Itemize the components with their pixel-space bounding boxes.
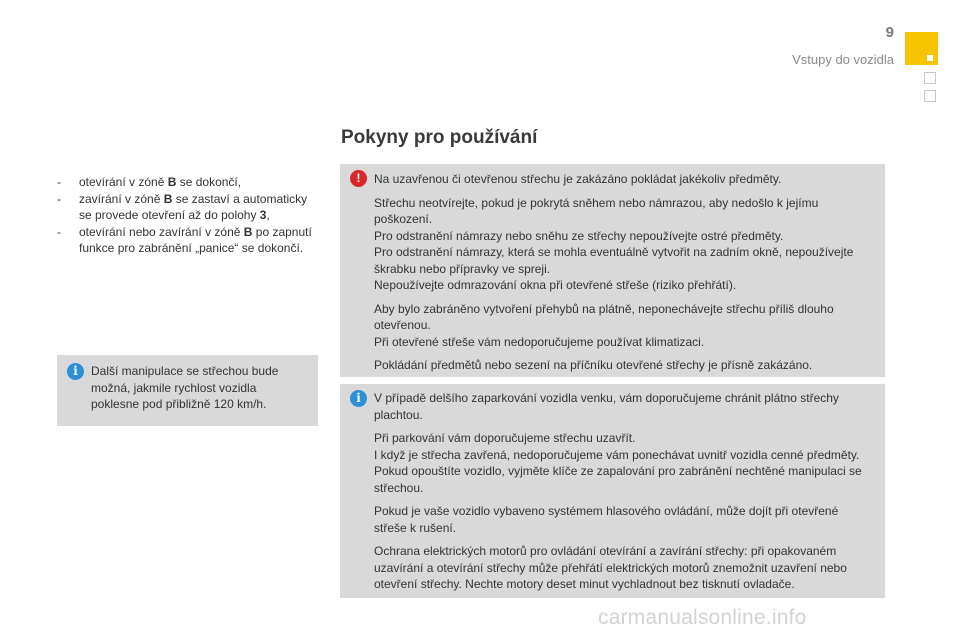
section-title: Vstupy do vozidla (792, 52, 894, 67)
chapter-tab (924, 72, 936, 84)
warning-icon: ! (350, 170, 367, 187)
warning-box (340, 164, 885, 377)
paragraph-line: škrabku nebo přípravky ve spreji. (374, 261, 551, 276)
paragraph (374, 430, 875, 496)
paragraph-line: otevření střechy. Nechte motory deset minut vychladnout bez tisknutí ovladače. (374, 577, 795, 591)
tab-marker (927, 55, 933, 61)
info-icon: i (350, 390, 367, 407)
watermark: carmanualsonline.info (598, 606, 807, 629)
bullet-line: otevírání nebo zavírání v zóně B po zapnutí (79, 224, 312, 239)
bullet-line: zavírání v zóně B se zastaví a automaticky (79, 191, 308, 206)
paragraph-line: Nepoužívejte odmrazování okna při otevřené střeše (riziko přehřátí). (374, 278, 737, 292)
info-icon: i (67, 363, 84, 380)
page-heading: Pokyny pro používání (341, 127, 538, 148)
paragraph-line: Při parkování vám doporučujeme střechu uzavřít. (374, 431, 636, 445)
paragraph-line: uzavírání a otevírání střechy může přehřátí elektrických motorů znemožnit uzavření nebo (374, 560, 847, 575)
bullet-item (57, 191, 327, 224)
paragraph (374, 171, 875, 188)
bullet-dash: - (57, 175, 61, 189)
info-box-line: poklesne pod přibližně 120 km/h. (91, 397, 267, 411)
info-box-line: Další manipulace se střechou bude (91, 364, 279, 378)
paragraph-line: Pro odstranění námrazy nebo sněhu ze střechy nepoužívejte ostré předměty. (374, 228, 784, 243)
paragraph (374, 195, 875, 294)
info-box-text (91, 363, 308, 413)
paragraph-line: Aby bylo zabráněno vytvoření přehybů na plátně, neponechávejte střechu příliš dlouho (374, 301, 834, 316)
paragraph-line: Ochrana elektrických motorů pro ovládání otevírání a zavírání střechy: při opakovaném (374, 544, 837, 558)
bullet-dash: - (57, 224, 61, 239)
info-box-line: možná, jakmile rychlost vozidla (91, 380, 257, 395)
paragraph-line: střechou. (374, 480, 424, 495)
chapter-tab-active (905, 32, 938, 65)
warning-text (374, 171, 875, 374)
paragraph-line: otevřenou. (374, 318, 431, 332)
paragraph (374, 390, 875, 423)
paragraph (374, 301, 875, 351)
bullet-item (57, 174, 327, 191)
paragraph-line: I když je střecha zavřená, nedoporučujeme vám ponechávat uvnitř vozidla cenné předměty. (374, 447, 860, 462)
chapter-tab (924, 90, 936, 102)
paragraph-line: Pro odstranění námrazy, která se mohla eventuálně vytvořit na zadním okně, nepoužívejte (374, 245, 854, 259)
paragraph-line: plachtou. (374, 407, 423, 422)
bullet-item (57, 224, 327, 257)
bullet-dash: - (57, 191, 61, 206)
paragraph-line: Pokládání předmětů nebo sezení na příčníku otevřené střechy je přísně zakázáno. (374, 358, 813, 372)
paragraph-line: V případě delšího zaparkování vozidla venku, vám doporučujeme chránit plátno střechy (374, 391, 839, 405)
paragraph-line: Při otevřené střeše vám nedoporučujeme používat klimatizaci. (374, 334, 705, 349)
paragraph-line: Pokud opouštíte vozidlo, vyjměte klíče ze zapalování pro zabránění nechtěné manipulaci se (374, 464, 862, 478)
paragraph-line: Pokud je vaše vozidlo vybaveno systémem hlasového ovládání, může dojít při otevřené (374, 504, 839, 518)
info-text (374, 390, 875, 593)
paragraph (374, 357, 875, 374)
paragraph (374, 543, 875, 593)
paragraph-line: Na uzavřenou či otevřenou střechu je zakázáno pokládat jakékoliv předměty. (374, 172, 782, 186)
paragraph-line: Střechu neotvírejte, pokud je pokrytá sněhem nebo námrazou, aby nedošlo k jejímu poškození. (374, 195, 819, 226)
bullet-line: otevírání v zóně B se dokončí, (79, 175, 242, 189)
info-box-speed (57, 355, 318, 426)
bullet-line: se provede otevření až do polohy 3, (79, 208, 270, 222)
paragraph (374, 503, 875, 536)
page-number: 9 (885, 24, 894, 41)
bullet-line: funkce pro zabránění „panice“ se dokončí. (79, 241, 304, 255)
paragraph-line: střeše k rušení. (374, 520, 457, 535)
info-box-parking (340, 384, 885, 598)
bullet-list (57, 174, 327, 257)
